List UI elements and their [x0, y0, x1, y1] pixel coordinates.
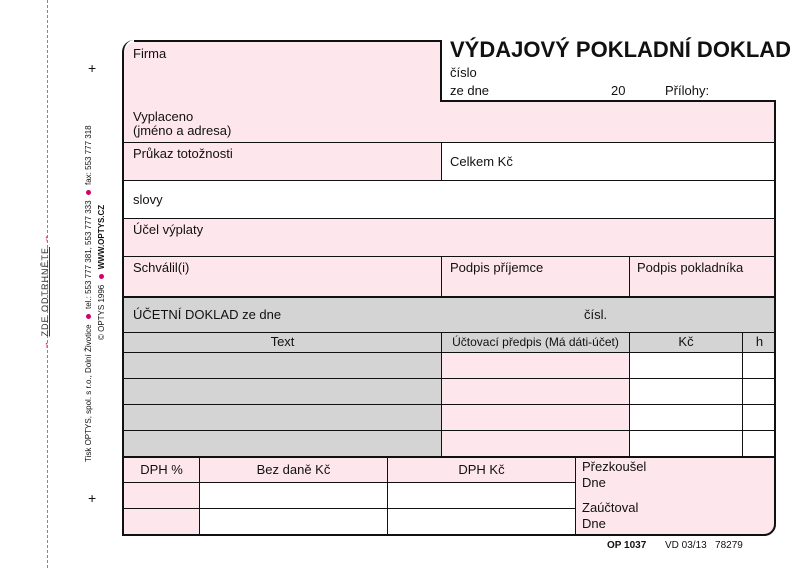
podpis-prijemce-label: Podpis příjemce	[450, 260, 544, 275]
copyright-text: © OPTYS 1996	[97, 284, 106, 340]
schvalil-label: Schválil(i)	[133, 260, 190, 275]
web-link: WWW.OPTYS.CZ	[97, 204, 106, 270]
dph-kc-header: DPH Kč	[458, 462, 505, 477]
year-label: 20	[611, 83, 626, 98]
celkem-label: Celkem Kč	[450, 154, 513, 169]
col-header-predpis: Účtovací předpis (Má dáti-účet)	[452, 335, 619, 349]
dph-percent-header: DPH %	[140, 462, 183, 477]
form-code: OP 1037	[607, 540, 647, 551]
printer-fax: fax: 553 777 318	[84, 125, 93, 185]
col-header-h: h	[755, 334, 764, 349]
bez-dane-header: Bez daně Kč	[256, 462, 331, 477]
arrow-right-icon: →	[40, 340, 50, 350]
form-version: VD 03/13 78279	[665, 540, 743, 551]
jmeno-adresa-label: (jméno a adresa)	[133, 123, 232, 138]
zauctoval-label: Zaúčtoval	[582, 500, 639, 515]
firma-label: Firma	[133, 46, 167, 61]
ucel-label: Účel výplaty	[133, 222, 204, 237]
ucetni-label: ÚČETNÍ DOKLAD ze dne	[133, 307, 282, 322]
ze-dne-label: ze dne	[450, 83, 490, 98]
tear-text: ZDE ODTRHNĚTE	[40, 246, 50, 337]
slovy-label: slovy	[133, 192, 163, 207]
arrow-right-icon: →	[40, 233, 50, 244]
crop-mark-top: +	[88, 60, 97, 76]
vyplaceno-label: Vyplaceno	[133, 109, 194, 124]
crop-mark-bottom: +	[88, 490, 97, 506]
col-header-text: Text	[270, 334, 295, 349]
podpis-pokladnika-label: Podpis pokladníka	[637, 260, 744, 275]
printer-phone: tel.: 553 777 381, 553 777 333	[84, 200, 93, 309]
cisl-label: čísl.	[584, 307, 608, 322]
cislo-label: číslo	[450, 65, 477, 80]
dne-label-2: Dne	[582, 516, 606, 531]
prilohy-label: Přílohy:	[665, 83, 710, 98]
prezkousel-label: Přezkoušel	[582, 459, 647, 474]
col-header-kc: Kč	[678, 334, 694, 349]
document-title: VÝDAJOVÝ POKLADNÍ DOKLAD	[450, 37, 792, 62]
prukaz-label: Průkaz totožnosti	[133, 146, 233, 161]
dne-label-1: Dne	[582, 475, 606, 490]
printer-line: Tisk OPTYS, spol. s r.o., Dolní Životice	[84, 324, 93, 462]
